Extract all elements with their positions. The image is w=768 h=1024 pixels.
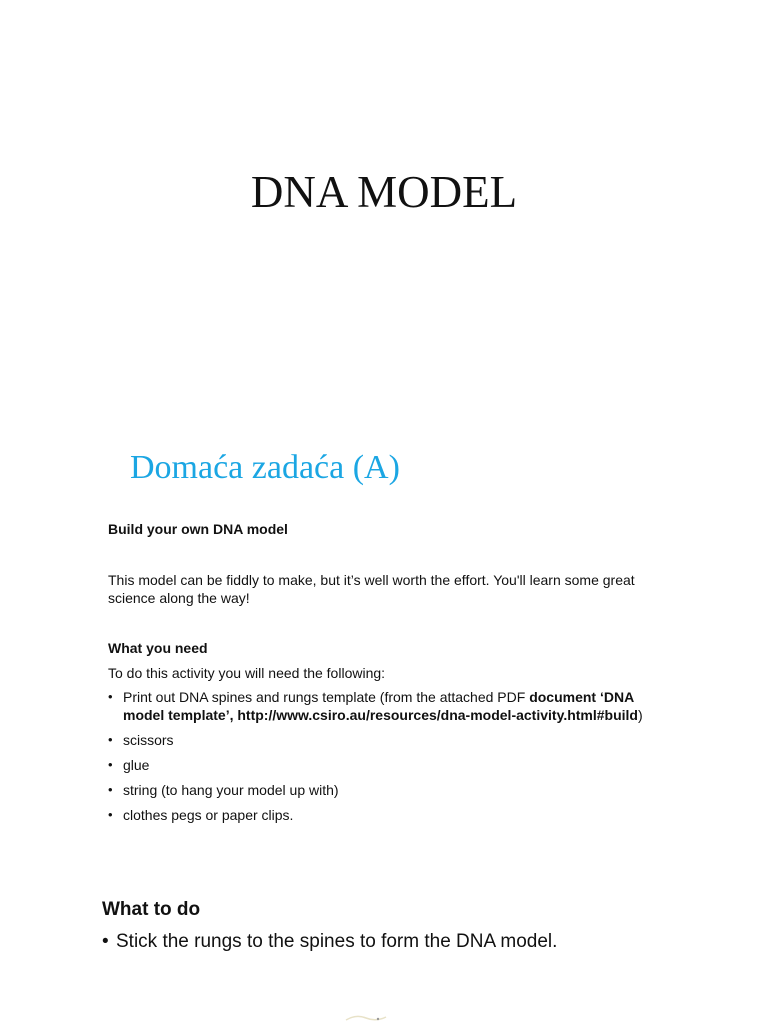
page-title: DNA MODEL bbox=[250, 167, 518, 217]
list-item bbox=[108, 689, 668, 724]
bullet-icon: • bbox=[108, 806, 113, 822]
list-item-text: glue bbox=[123, 756, 150, 773]
list-item bbox=[108, 807, 668, 825]
todo-heading: What to do bbox=[102, 899, 201, 920]
list-item-text: Print out DNA spines and rungs template (from the attached PDF bbox=[123, 689, 530, 705]
list-item-text: clothes pegs or paper clips. bbox=[123, 806, 294, 823]
list-item-tail: ) bbox=[637, 706, 643, 723]
list-item-text: string (to hang your model up with) bbox=[123, 781, 339, 798]
list-item bbox=[108, 732, 668, 750]
bullet-icon: • bbox=[108, 756, 113, 772]
homework-subtitle: Domaća zadaća (A) bbox=[130, 449, 400, 486]
need-list bbox=[108, 689, 668, 832]
template-link-text[interactable]: document ‘DNA model template’, http://www.csiro.au/resources/dna-model-activity.html#build bbox=[123, 689, 638, 723]
need-intro: To do this activity you will need the following: bbox=[108, 665, 386, 681]
section-intro: This model can be fiddly to make, but it’s well worth the effort. You'll learn some great science along the way! bbox=[108, 572, 635, 606]
decorative-mark-icon bbox=[336, 1012, 396, 1022]
need-heading: What you need bbox=[108, 640, 208, 656]
list-item bbox=[108, 782, 668, 800]
list-item bbox=[108, 757, 668, 775]
bullet-icon: • bbox=[108, 781, 113, 797]
bullet-icon: • bbox=[108, 689, 113, 704]
bullet-icon: • bbox=[102, 931, 109, 952]
bullet-icon: • bbox=[108, 731, 113, 747]
section-heading: Build your own DNA model bbox=[108, 521, 288, 537]
todo-item bbox=[102, 930, 557, 954]
list-item-text: scissors bbox=[123, 731, 174, 748]
todo-item-text: Stick the rungs to the spines to form the DNA model. bbox=[116, 931, 558, 952]
